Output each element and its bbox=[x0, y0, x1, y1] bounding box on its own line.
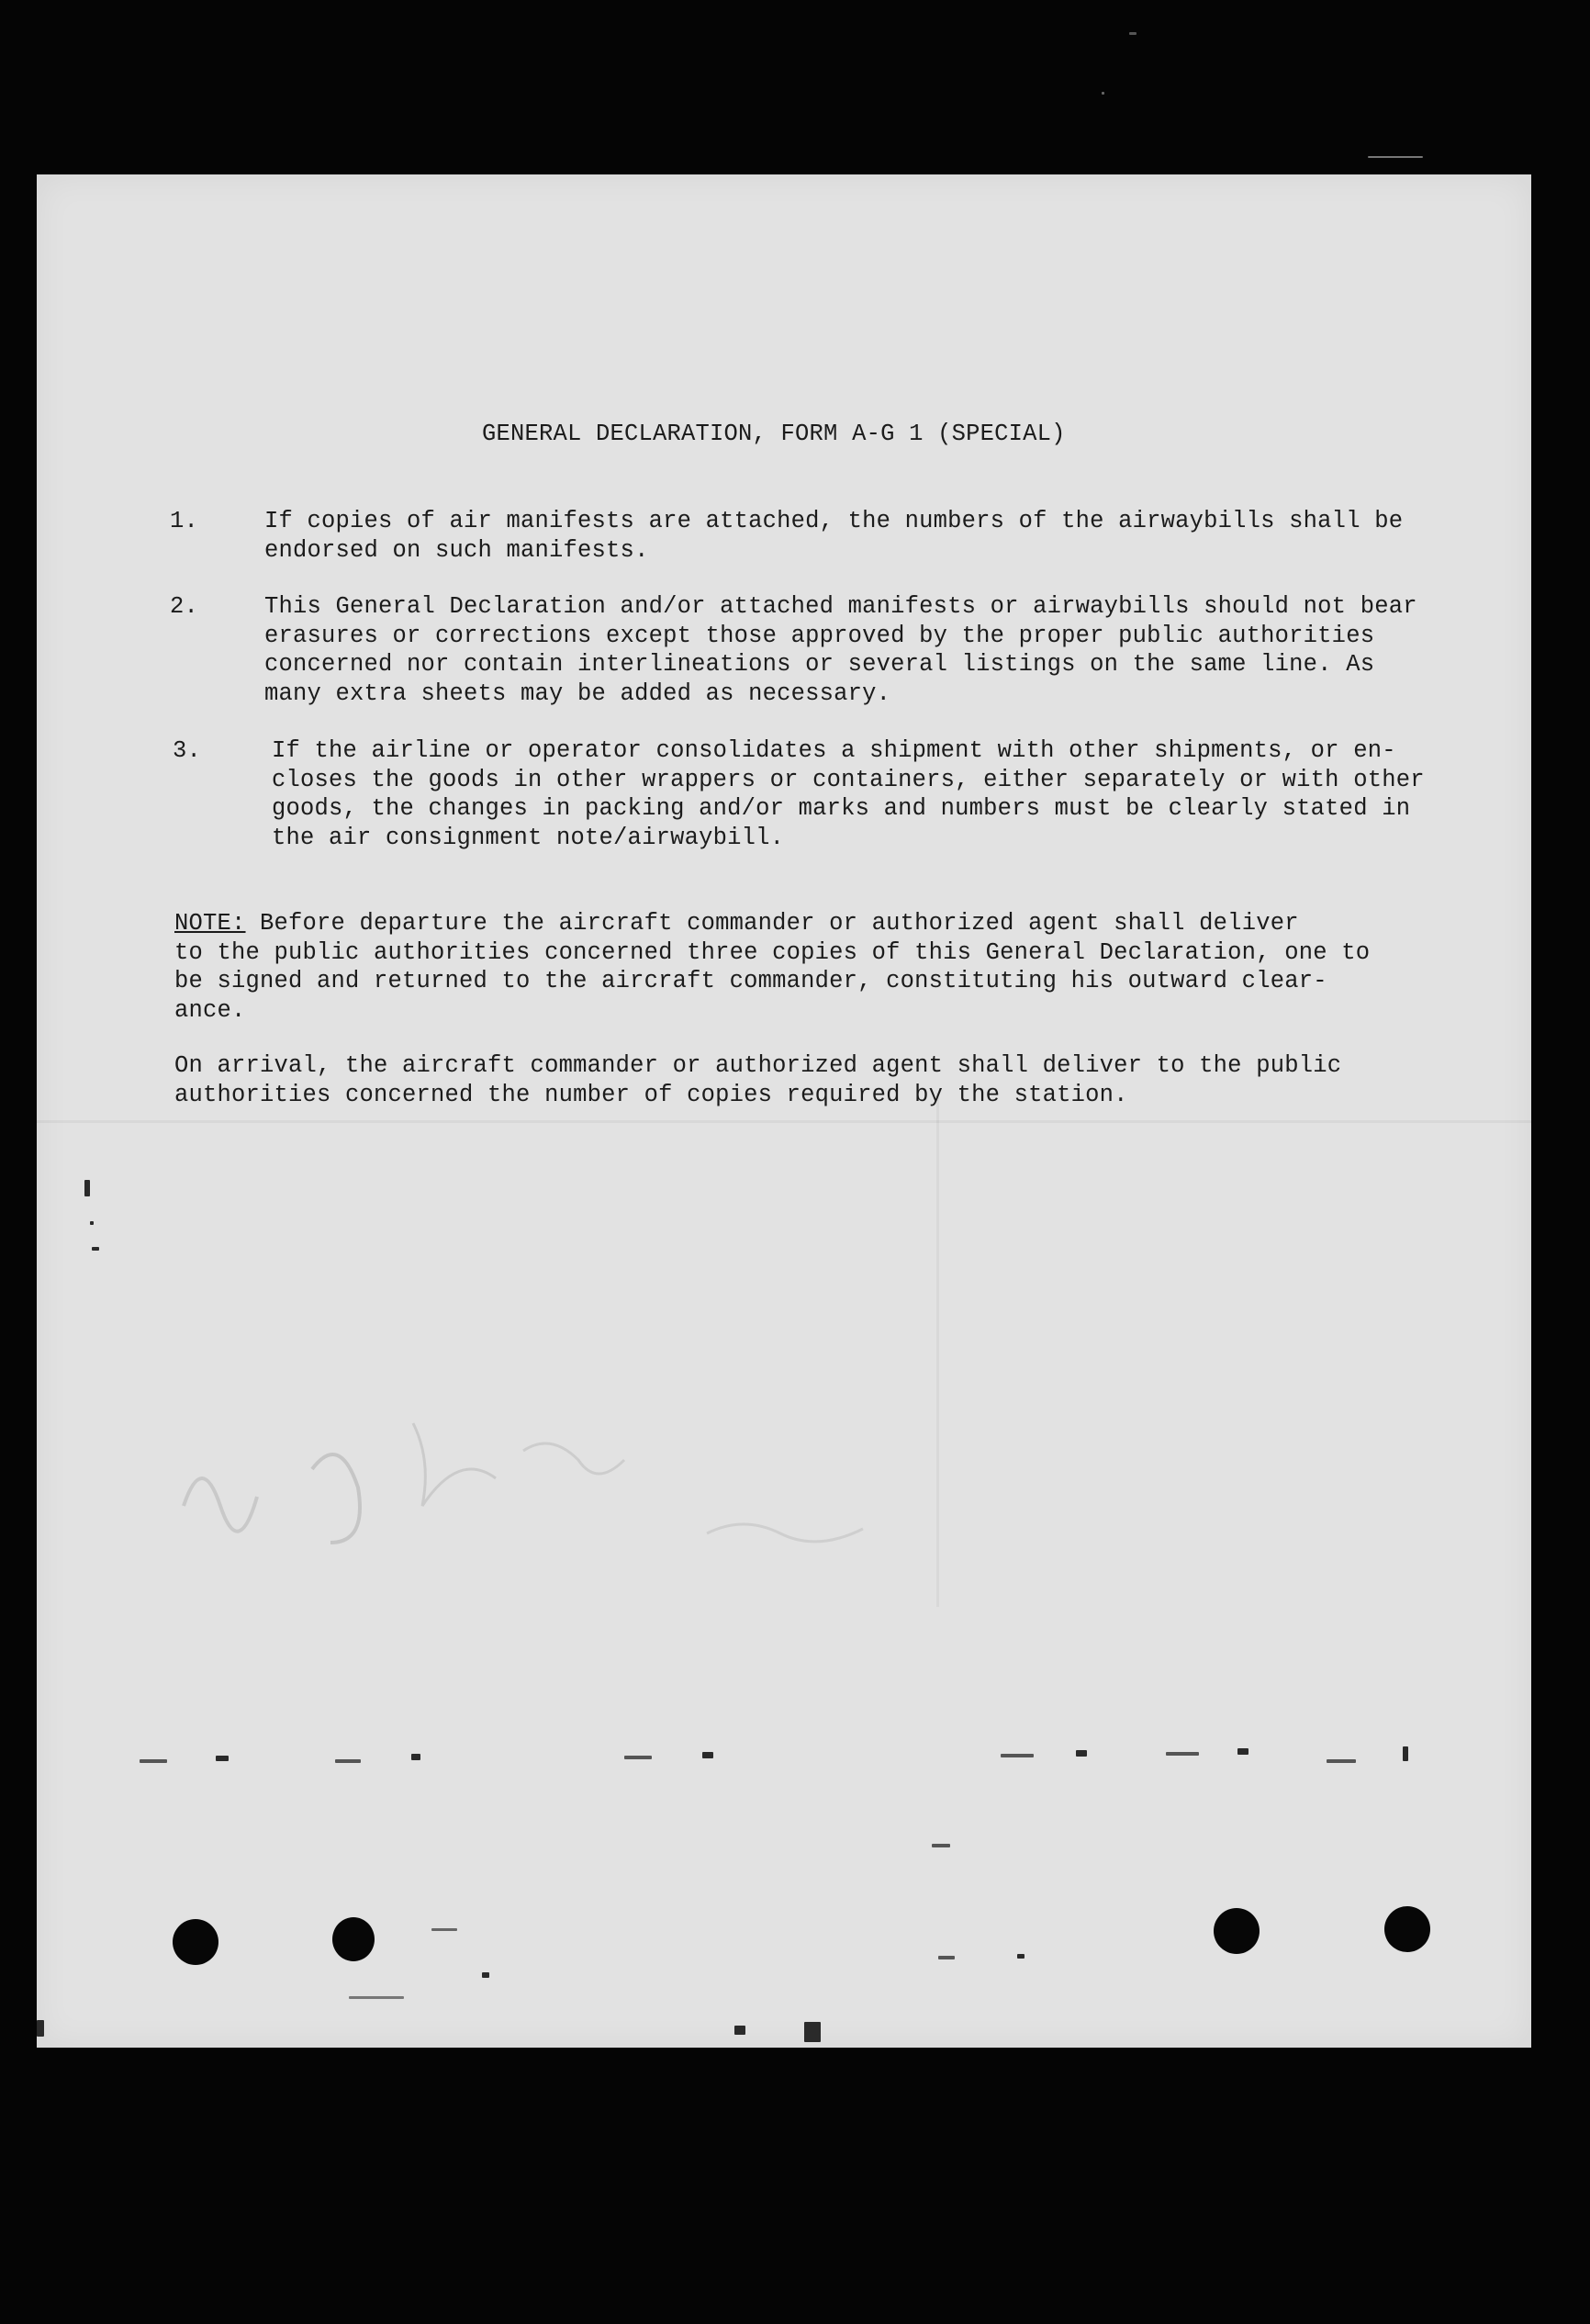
instruction-text: If copies of air manifests are attached, the numbers of the airwaybills shall be endorsed on such manifests. bbox=[264, 508, 1404, 564]
departure-note bbox=[174, 909, 1455, 1025]
document-title: GENERAL DECLARATION, FORM A-G 1 (SPECIAL) bbox=[482, 421, 1066, 447]
speck bbox=[804, 2022, 821, 2042]
speck bbox=[1403, 1746, 1408, 1761]
speck bbox=[734, 2026, 745, 2035]
punch-hole bbox=[1214, 1908, 1260, 1954]
speck bbox=[349, 1996, 404, 1999]
speck bbox=[1166, 1752, 1199, 1756]
speck bbox=[938, 1956, 955, 1959]
speck bbox=[431, 1928, 457, 1931]
speck bbox=[1129, 32, 1137, 35]
arrival-note: On arrival, the aircraft commander or authorized agent shall deliver to the public authorities concerned the number of copies required by the station. bbox=[174, 1052, 1342, 1108]
note-label: NOTE: bbox=[174, 910, 246, 937]
punch-hole bbox=[332, 1917, 375, 1961]
fold-line bbox=[37, 1120, 1531, 1123]
instruction-item-2 bbox=[170, 592, 1455, 708]
speck bbox=[411, 1754, 420, 1760]
speck bbox=[1237, 1748, 1248, 1755]
speck bbox=[140, 1759, 167, 1763]
instruction-number: 1. bbox=[170, 508, 199, 534]
speck bbox=[1001, 1754, 1034, 1757]
instruction-number: 3. bbox=[173, 737, 202, 764]
instruction-text: This General Declaration and/or attached manifests or airwaybills should not bear erasures or corrections except those approved by the proper public authorities concerned nor contain interlineations or several listings on the same line. As many extra sheets may be added as necessary. bbox=[264, 593, 1417, 707]
instruction-item-3 bbox=[173, 736, 1458, 852]
speck bbox=[90, 1221, 94, 1225]
punch-hole bbox=[1384, 1906, 1430, 1952]
speck bbox=[1368, 156, 1423, 158]
speck bbox=[84, 1180, 90, 1196]
instruction-number: 2. bbox=[170, 593, 199, 620]
speck bbox=[1076, 1750, 1087, 1757]
speck bbox=[482, 1972, 489, 1978]
speck bbox=[624, 1756, 652, 1759]
speck bbox=[1017, 1954, 1025, 1959]
speck bbox=[216, 1756, 229, 1761]
instruction-text: If the airline or operator consolidates a shipment with other shipments, or en- closes the goods in other wrappers or containers, either separately or with other goods, the changes in packing and/or marks and numbers must be clearly stated in the air consignment note/airwaybill. bbox=[272, 737, 1425, 851]
speck bbox=[1102, 92, 1104, 95]
bleed-through-marks bbox=[174, 1396, 1001, 1579]
speck bbox=[335, 1759, 361, 1763]
speck bbox=[702, 1752, 713, 1758]
note-text: Before departure the aircraft commander or authorized agent shall deliver to the public authorities concerned three copies of this General Declaration, one to be signed and returned to the aircraft commander, constituting his outward clear- ance. bbox=[174, 910, 1371, 1024]
speck bbox=[1327, 1759, 1356, 1763]
speck bbox=[92, 1247, 99, 1251]
paper-sheet bbox=[37, 174, 1531, 2048]
instruction-item-1 bbox=[170, 507, 1455, 565]
speck bbox=[37, 2020, 44, 2037]
speck bbox=[932, 1844, 950, 1847]
punch-hole bbox=[173, 1919, 218, 1965]
